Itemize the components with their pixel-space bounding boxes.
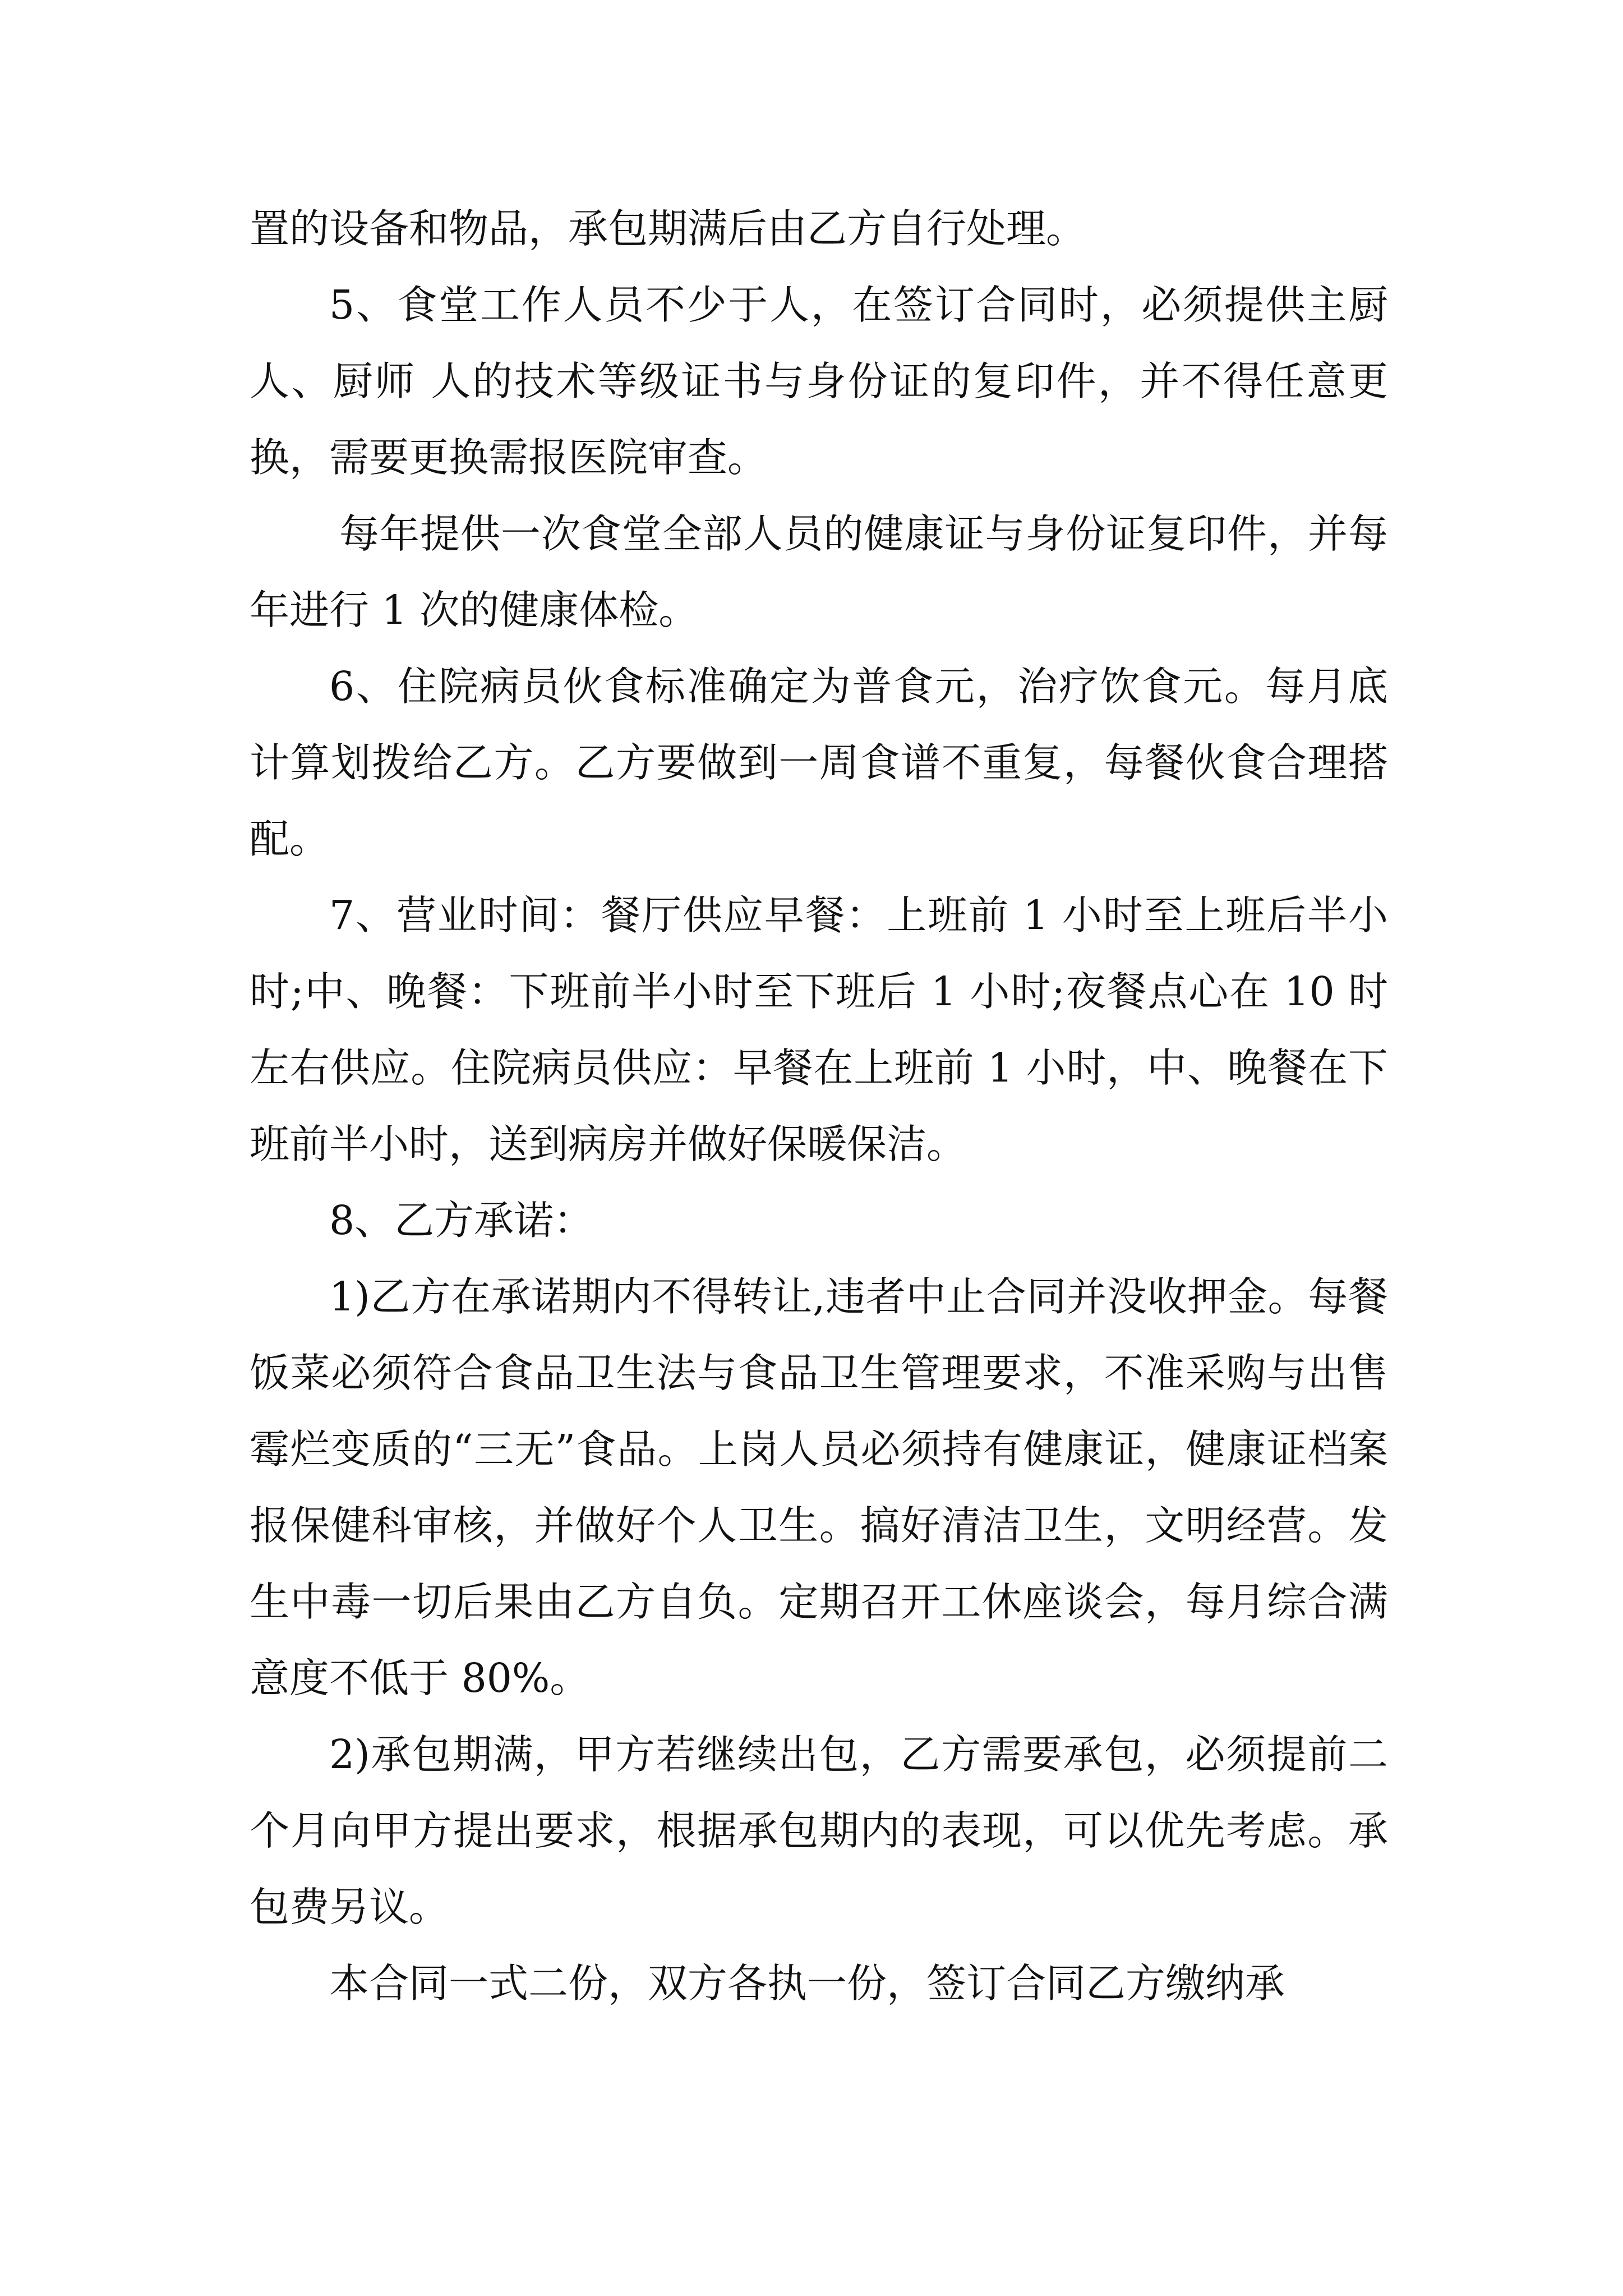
paragraph-5: 7、营业时间：餐厅供应早餐：上班前 1 小时至上班后半小时;中、晚餐：下班前半小时至下班后 1 小时;夜餐点心在 10 时左右供应。住院病员供应：早餐在上班前 1 小时，中、晚餐在下班前半小时，送到病房并做好保暖保洁。 <box>250 892 1388 1167</box>
paragraph-6: 8、乙方承诺： <box>329 1197 594 1244</box>
paragraph-8: 2)承包期满，甲方若继续出包，乙方需要承包，必须提前二个月向甲方提出要求，根据承包期内的表现，可以优先考虑。承包费另议。 <box>250 1731 1388 1930</box>
paragraph-1: 置的设备和物品，承包期满后由乙方自行处理。 <box>250 205 1086 252</box>
paragraph-9: 本合同一式二份，双方各执一份，签订合同乙方缴纳承 <box>329 1960 1285 2007</box>
document-body <box>250 191 1388 2022</box>
paragraph-4: 6、住院病员伙食标准确定为普食元，治疗饮食元。每月底计算划拨给乙方。乙方要做到一周食谱不重复，每餐伙食合理搭配。 <box>250 663 1388 862</box>
paragraph-2: 5、食堂工作人员不少于人，在签订合同时，必须提供主厨 人、厨师 人的技术等级证书与身份证的复印件，并不得任意更换，需要更换需报医院审查。 <box>250 282 1388 481</box>
paragraph-3: 每年提供一次食堂全部人员的健康证与身份证复印件，并每年进行 1 次的健康体检。 <box>250 510 1388 633</box>
paragraph-7: 1)乙方在承诺期内不得转让,违者中止合同并没收押金。每餐饭菜必须符合食品卫生法与食品卫生管理要求，不准采购与出售霉烂变质的“三无”食品。上岗人员必须持有健康证，健康证档案报保健科审核，并做好个人卫生。搞好清洁卫生，文明经营。发生中毒一切后果由乙方自负。定期召开工休座谈会，每月综合满意度不低于 80%。 <box>250 1273 1388 1701</box>
